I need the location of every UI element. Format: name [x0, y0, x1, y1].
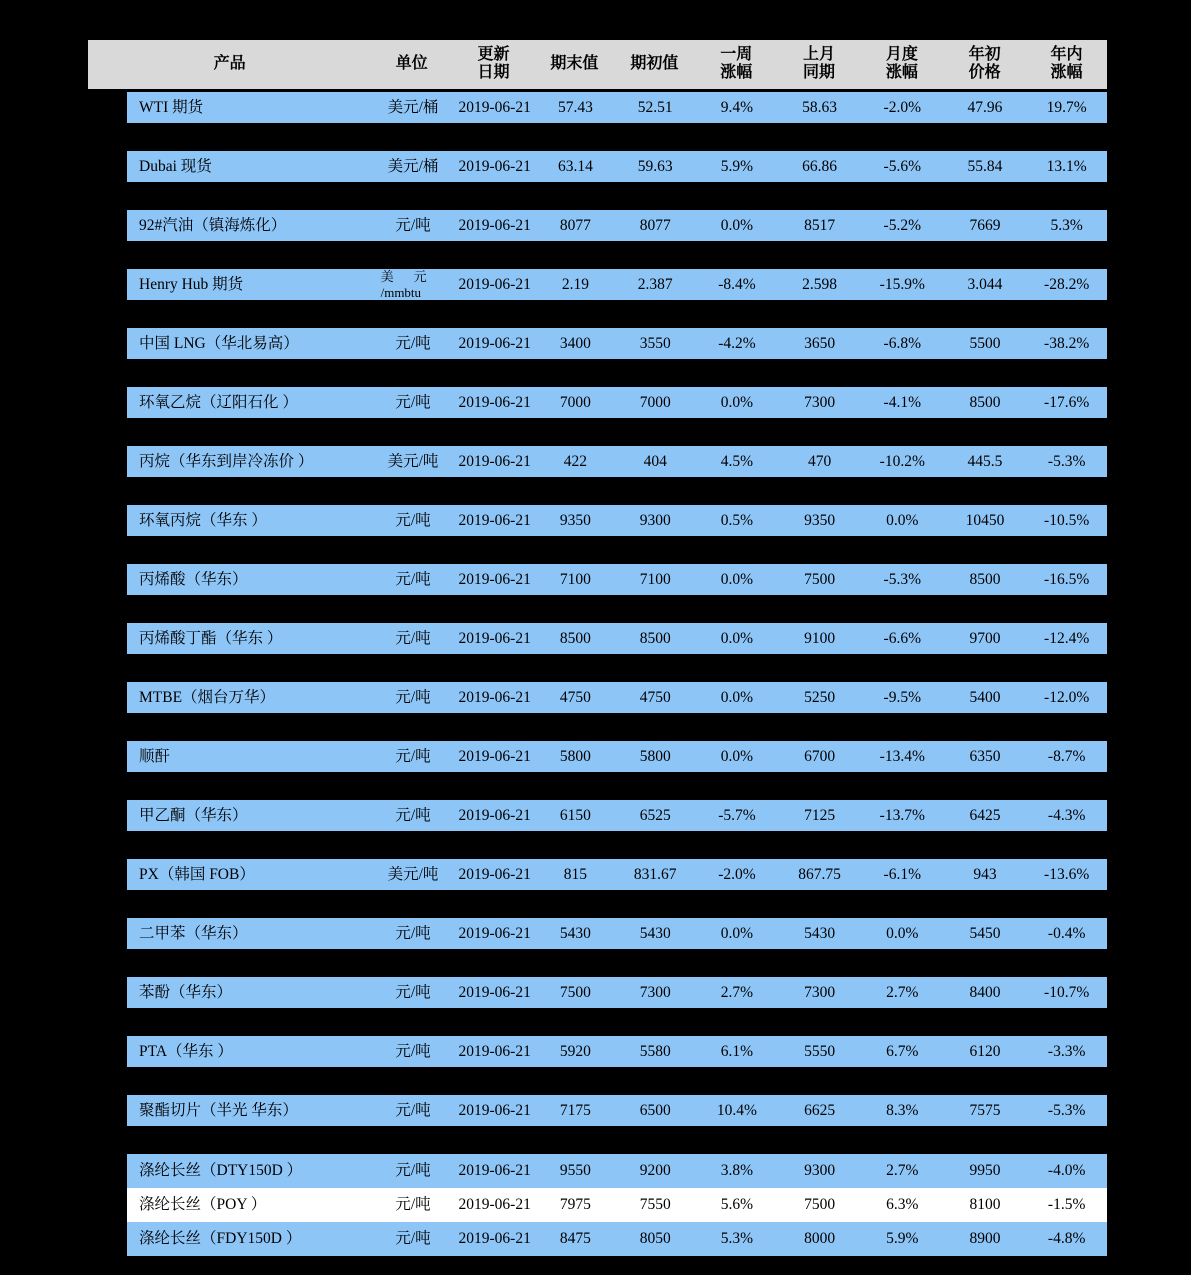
cell-last_month: 7125	[804, 806, 836, 824]
cell-month_change: -5.6%	[883, 157, 921, 175]
cell-ytd_change: -0.4%	[1047, 924, 1086, 942]
cell-ytd_price: 943	[973, 865, 997, 883]
cell-period_begin: 9200	[639, 1162, 671, 1180]
cell-period_begin: 9300	[639, 511, 671, 529]
cell-period_end: 7500	[559, 983, 591, 1001]
cell-month_change: -4.1%	[883, 393, 921, 411]
cell-ytd_price: 8100	[969, 1196, 1001, 1214]
table-row[interactable]	[127, 564, 1107, 595]
table-row[interactable]	[127, 1095, 1107, 1126]
cell-unit: 元/吨	[395, 1042, 431, 1060]
cell-product: 环氧乙烷（辽阳石化 ）	[139, 393, 298, 411]
cell-update_date: 2019-06-21	[458, 747, 531, 765]
cell-update_date: 2019-06-21	[458, 275, 531, 293]
column-header-label: 涨幅	[720, 64, 753, 81]
cell-week_change: 0.0%	[720, 924, 754, 942]
cell-period_end: 6150	[559, 806, 591, 824]
cell-product: WTI 期货	[139, 98, 204, 116]
table-row-slot	[88, 328, 1107, 387]
cell-unit: 元/吨	[395, 1196, 431, 1214]
cell-unit: 美元/桶	[387, 98, 439, 116]
table-row-slot	[88, 151, 1107, 210]
cell-ytd_price: 55.84	[967, 157, 1003, 175]
column-header-label: 价格	[968, 64, 1001, 81]
cell-period_end: 8077	[559, 216, 591, 234]
cell-period_begin: 7000	[639, 393, 671, 411]
cell-week_change: 2.7%	[720, 983, 754, 1001]
table-header-row	[88, 40, 1107, 92]
cell-update_date: 2019-06-21	[458, 1162, 531, 1180]
cell-unit: 元/吨	[395, 334, 431, 352]
table-row-slot	[88, 564, 1107, 623]
cell-period_begin: 7100	[639, 570, 671, 588]
cell-last_month: 2.598	[802, 275, 838, 293]
cell-month_change: -15.9%	[879, 275, 925, 293]
cell-ytd_change: -38.2%	[1044, 334, 1090, 352]
table-row-slot	[88, 859, 1107, 918]
cell-product: 中国 LNG（华北易高）	[139, 334, 299, 352]
cell-ytd_price: 8500	[969, 570, 1001, 588]
column-header-label: 单位	[395, 55, 428, 73]
column-header-label: 涨幅	[1050, 64, 1083, 81]
table-row[interactable]	[127, 387, 1107, 418]
column-header-label: 产品	[213, 55, 246, 73]
column-header-product	[88, 40, 371, 89]
cell-unit	[373, 269, 454, 300]
cell-period_begin: 8500	[639, 629, 671, 647]
column-header-update_date	[452, 40, 535, 89]
cell-period_end: 7975	[559, 1196, 591, 1214]
table-row-slot	[88, 1036, 1107, 1095]
cell-period_begin: 831.67	[633, 865, 677, 883]
cell-ytd_change: 13.1%	[1046, 157, 1087, 175]
cell-month_change: -5.2%	[883, 216, 921, 234]
cell-ytd_change: -10.5%	[1044, 511, 1090, 529]
cell-week_change: 5.6%	[720, 1196, 754, 1214]
cell-ytd_change: -28.2%	[1044, 275, 1090, 293]
cell-period_end: 5430	[559, 924, 591, 942]
cell-product: MTBE（烟台万华）	[139, 688, 276, 706]
cell-week_change: -2.0%	[718, 865, 756, 883]
table-row[interactable]	[127, 1188, 1107, 1222]
table-row-slot	[88, 977, 1107, 1036]
cell-period_begin: 404	[643, 452, 667, 470]
cell-product: 聚酯切片（半光 华东）	[139, 1101, 298, 1119]
cell-month_change: -6.8%	[883, 334, 921, 352]
table-row[interactable]	[127, 1036, 1107, 1067]
cell-month_change: -13.4%	[879, 747, 925, 765]
table-row-slot	[88, 446, 1107, 505]
cell-product: Dubai 现货	[139, 157, 212, 175]
cell-period_end: 7100	[559, 570, 591, 588]
cell-unit: 元/吨	[395, 747, 431, 765]
column-header-period_end	[535, 40, 614, 89]
cell-last_month: 867.75	[798, 865, 841, 883]
cell-update_date: 2019-06-21	[458, 393, 531, 411]
cell-period_end: 5800	[559, 747, 591, 765]
cell-update_date: 2019-06-21	[458, 806, 531, 824]
cell-month_change: 8.3%	[886, 1101, 919, 1119]
table-row-slot	[88, 918, 1107, 977]
column-header-ytd_change	[1026, 40, 1107, 89]
cell-update_date: 2019-06-21	[458, 511, 531, 529]
cell-update_date: 2019-06-21	[458, 1101, 531, 1119]
cell-ytd_price: 445.5	[967, 452, 1003, 470]
cell-unit: 元/吨	[395, 1101, 431, 1119]
cell-product: 顺酐	[139, 747, 171, 765]
cell-period_end: 815	[563, 865, 588, 883]
cell-period_end: 3400	[559, 334, 591, 352]
column-header-label: 月度	[885, 46, 918, 64]
cell-ytd_change: -12.0%	[1044, 688, 1090, 706]
cell-week_change: 0.0%	[720, 747, 754, 765]
cell-week_change: 0.0%	[720, 216, 754, 234]
cell-product: 丙烯酸（华东）	[139, 570, 248, 588]
cell-update_date: 2019-06-21	[458, 98, 531, 116]
table-row[interactable]	[127, 800, 1107, 831]
cell-last_month: 6700	[804, 747, 836, 765]
cell-period_end: 63.14	[557, 157, 593, 175]
cell-update_date: 2019-06-21	[458, 629, 531, 647]
cell-ytd_price: 9950	[969, 1162, 1001, 1180]
cell-ytd_price: 8500	[969, 393, 1001, 411]
cell-ytd_price: 5400	[969, 688, 1001, 706]
cell-ytd_change: -8.7%	[1047, 747, 1086, 765]
cell-month_change: 2.7%	[886, 983, 919, 1001]
cell-ytd_change: -5.3%	[1047, 452, 1086, 470]
cell-unit-multiline	[373, 269, 454, 300]
table-row[interactable]	[127, 977, 1107, 1008]
cell-unit: 元/吨	[395, 1230, 431, 1248]
cell-period_end: 7175	[559, 1101, 591, 1119]
table-row-slot	[88, 92, 1107, 151]
cell-month_change: -2.0%	[883, 98, 921, 116]
table-row[interactable]	[127, 328, 1107, 359]
cell-period_begin: 7550	[639, 1196, 671, 1214]
cell-ytd_price: 8900	[969, 1230, 1001, 1248]
table-row-slot	[88, 387, 1107, 446]
table-row[interactable]	[127, 741, 1107, 772]
cell-unit: 元/吨	[395, 570, 431, 588]
cell-month_change: -13.7%	[879, 806, 925, 824]
cell-product: 丙烷（华东到岸冷冻价 ）	[139, 452, 314, 470]
table-row-slot	[88, 682, 1107, 741]
cell-ytd_price: 10450	[965, 511, 1005, 529]
cell-ytd_change: 19.7%	[1046, 98, 1087, 116]
cell-period_begin: 4750	[639, 688, 671, 706]
cell-period_begin: 6525	[639, 806, 671, 824]
cell-unit: 美元/吨	[387, 452, 439, 470]
cell-product: 涤纶长丝（DTY150D ）	[139, 1162, 303, 1180]
cell-product: PTA（华东 ）	[139, 1042, 233, 1060]
cell-last_month: 470	[807, 452, 832, 470]
cell-last_month: 9300	[804, 1162, 836, 1180]
cell-last_month: 7300	[804, 983, 836, 1001]
table-row[interactable]	[127, 918, 1107, 949]
table-row[interactable]	[127, 269, 1107, 300]
cell-week_change: 5.9%	[720, 157, 754, 175]
cell-last_month: 6625	[804, 1101, 836, 1119]
cell-ytd_price: 6425	[969, 806, 1001, 824]
cell-period_end: 7000	[559, 393, 591, 411]
cell-product: 环氧丙烷（华东 ）	[139, 511, 267, 529]
cell-product: 苯酚（华东）	[139, 983, 233, 1001]
cell-ytd_change: -3.3%	[1047, 1042, 1086, 1060]
column-header-label: 期初值	[630, 55, 679, 73]
column-header-period_begin	[614, 40, 695, 89]
table-row-slot	[88, 269, 1107, 328]
table-row[interactable]	[127, 210, 1107, 241]
cell-last_month: 58.63	[802, 98, 838, 116]
cell-period_begin: 59.63	[637, 157, 673, 175]
price-table	[88, 40, 1107, 1256]
cell-ytd_change: -17.6%	[1044, 393, 1090, 411]
cell-month_change: -6.1%	[883, 865, 921, 883]
table-row-slot	[88, 741, 1107, 800]
cell-month_change: 2.7%	[886, 1162, 919, 1180]
cell-week_change: 10.4%	[716, 1101, 757, 1119]
cell-month_change: 6.3%	[886, 1196, 919, 1214]
table-row[interactable]	[127, 505, 1107, 536]
cell-unit: 美元/桶	[387, 157, 439, 175]
cell-unit: 元/吨	[395, 1162, 431, 1180]
cell-week_change: 0.0%	[720, 393, 754, 411]
column-header-last_month	[778, 40, 861, 89]
cell-week_change: 5.3%	[720, 1230, 754, 1248]
cell-last_month: 7500	[804, 1196, 836, 1214]
cell-product: 甲乙酮（华东）	[139, 806, 248, 824]
cell-update_date: 2019-06-21	[458, 570, 531, 588]
table-row-slot	[88, 623, 1107, 682]
cell-ytd_price: 6120	[969, 1042, 1001, 1060]
column-header-label: 更新	[477, 46, 510, 64]
cell-period_end: 4750	[559, 688, 591, 706]
cell-update_date: 2019-06-21	[458, 865, 531, 883]
cell-ytd_price: 8400	[969, 983, 1001, 1001]
cell-ytd_change: -5.3%	[1047, 1101, 1086, 1119]
cell-period_end: 2.19	[561, 275, 589, 293]
cell-last_month: 5250	[804, 688, 836, 706]
column-header-label: 日期	[477, 64, 510, 81]
table-row-slot	[88, 800, 1107, 859]
cell-period_end: 422	[563, 452, 588, 470]
cell-last_month: 8000	[804, 1230, 836, 1248]
table-row[interactable]	[127, 682, 1107, 713]
table-row-slot	[88, 1154, 1107, 1188]
cell-update_date: 2019-06-21	[458, 983, 531, 1001]
table-row[interactable]	[127, 446, 1107, 477]
table-row-slot	[88, 1188, 1107, 1222]
cell-period_begin: 52.51	[637, 98, 673, 116]
cell-month_change: -5.3%	[883, 570, 921, 588]
cell-week_change: 9.4%	[720, 98, 754, 116]
cell-period_end: 8475	[559, 1230, 591, 1248]
column-header-label: 上月	[803, 46, 836, 64]
cell-ytd_change: -1.5%	[1047, 1196, 1086, 1214]
column-header-label: 年内	[1050, 46, 1083, 64]
table-row[interactable]	[127, 623, 1107, 654]
cell-period_begin: 7300	[639, 983, 671, 1001]
table-row[interactable]	[127, 151, 1107, 182]
table-row[interactable]	[127, 92, 1107, 123]
cell-ytd_change: -10.7%	[1044, 983, 1090, 1001]
cell-period_begin: 5430	[639, 924, 671, 942]
cell-product: 涤纶长丝（POY ）	[139, 1196, 267, 1214]
cell-unit: 元/吨	[395, 629, 431, 647]
cell-month_change: 0.0%	[886, 511, 919, 529]
cell-product: 92#汽油（镇海炼化）	[139, 216, 287, 234]
cell-period_begin: 5800	[639, 747, 671, 765]
cell-ytd_change: -12.4%	[1044, 629, 1090, 647]
cell-last_month: 3650	[804, 334, 836, 352]
cell-month_change: -6.6%	[883, 629, 921, 647]
cell-week_change: 0.0%	[720, 629, 754, 647]
cell-ytd_price: 5450	[969, 924, 1001, 942]
cell-update_date: 2019-06-21	[458, 924, 531, 942]
cell-week_change: 6.1%	[720, 1042, 754, 1060]
cell-product: PX（韩国 FOB）	[139, 865, 255, 883]
cell-unit: 元/吨	[395, 216, 431, 234]
cell-period_end: 9550	[559, 1162, 591, 1180]
cell-unit: 元/吨	[395, 806, 431, 824]
cell-week_change: 0.5%	[720, 511, 754, 529]
cell-last_month: 9100	[804, 629, 836, 647]
cell-unit-line2: /mmbtu	[380, 284, 422, 300]
cell-week_change: 4.5%	[720, 452, 754, 470]
cell-ytd_price: 5500	[969, 334, 1001, 352]
cell-month_change: 6.7%	[886, 1042, 919, 1060]
cell-period_end: 5920	[559, 1042, 591, 1060]
cell-week_change: 0.0%	[720, 688, 754, 706]
cell-update_date: 2019-06-21	[458, 216, 531, 234]
column-header-label: 涨幅	[885, 64, 918, 81]
cell-unit: 元/吨	[395, 393, 431, 411]
cell-period_begin: 5580	[639, 1042, 671, 1060]
column-header-month_change	[860, 40, 943, 89]
cell-last_month: 8517	[804, 216, 836, 234]
cell-ytd_price: 7575	[969, 1101, 1001, 1119]
cell-update_date: 2019-06-21	[458, 157, 531, 175]
cell-week_change: -4.2%	[718, 334, 756, 352]
cell-update_date: 2019-06-21	[458, 1042, 531, 1060]
cell-update_date: 2019-06-21	[458, 1230, 531, 1248]
cell-ytd_change: -4.3%	[1047, 806, 1086, 824]
cell-last_month: 66.86	[802, 157, 838, 175]
table-body	[88, 92, 1107, 1256]
cell-last_month: 7300	[804, 393, 836, 411]
cell-period_begin: 2.387	[637, 275, 673, 293]
cell-product: Henry Hub 期货	[139, 275, 244, 293]
column-header-ytd_price	[943, 40, 1026, 89]
table-row[interactable]	[127, 1154, 1107, 1188]
column-header-label: 年初	[968, 46, 1001, 64]
table-row[interactable]	[127, 1222, 1107, 1256]
cell-ytd_change: -13.6%	[1044, 865, 1090, 883]
cell-period_end: 57.43	[557, 98, 593, 116]
column-header-label: 期末值	[550, 55, 599, 73]
table-row-slot	[88, 210, 1107, 269]
cell-update_date: 2019-06-21	[458, 688, 531, 706]
cell-month_change: 5.9%	[886, 1230, 919, 1248]
cell-unit: 美元/吨	[387, 865, 439, 883]
column-header-label: 一周	[720, 46, 753, 64]
cell-ytd_price: 47.96	[967, 98, 1003, 116]
cell-last_month: 5550	[804, 1042, 836, 1060]
cell-unit: 元/吨	[395, 688, 431, 706]
cell-week_change: -8.4%	[718, 275, 756, 293]
cell-month_change: -9.5%	[883, 688, 921, 706]
cell-ytd_price: 6350	[969, 747, 1001, 765]
cell-product: 二甲苯（华东）	[139, 924, 248, 942]
cell-last_month: 7500	[804, 570, 836, 588]
column-header-week_change	[695, 40, 778, 89]
cell-last_month: 5430	[804, 924, 836, 942]
cell-ytd_change: 5.3%	[1050, 216, 1083, 234]
cell-period_end: 9350	[559, 511, 591, 529]
cell-period_begin: 8050	[639, 1230, 671, 1248]
cell-ytd_change: -4.8%	[1047, 1230, 1086, 1248]
cell-week_change: -5.7%	[718, 806, 756, 824]
column-header-unit	[371, 40, 452, 89]
cell-product: 涤纶长丝（FDY150D ）	[139, 1230, 302, 1248]
cell-product: 丙烯酸丁酯（华东 ）	[139, 629, 283, 647]
cell-ytd_change: -16.5%	[1044, 570, 1090, 588]
cell-last_month: 9350	[804, 511, 836, 529]
cell-month_change: 0.0%	[886, 924, 919, 942]
cell-update_date: 2019-06-21	[458, 334, 531, 352]
cell-ytd_price: 9700	[969, 629, 1001, 647]
table-row-slot	[88, 1095, 1107, 1154]
cell-unit-line1: 美 元	[380, 269, 427, 285]
cell-month_change: -10.2%	[879, 452, 925, 470]
cell-unit: 元/吨	[395, 924, 431, 942]
column-header-label: 同期	[803, 64, 836, 81]
cell-unit: 元/吨	[395, 983, 431, 1001]
table-row-slot	[88, 505, 1107, 564]
cell-update_date: 2019-06-21	[458, 1196, 531, 1214]
cell-unit: 元/吨	[395, 511, 431, 529]
cell-period_end: 8500	[559, 629, 591, 647]
table-row-slot	[88, 1222, 1107, 1256]
cell-period_begin: 3550	[639, 334, 671, 352]
cell-ytd_price: 7669	[969, 216, 1001, 234]
cell-update_date: 2019-06-21	[458, 452, 531, 470]
cell-ytd_change: -4.0%	[1047, 1162, 1086, 1180]
cell-week_change: 0.0%	[720, 570, 754, 588]
cell-period_begin: 6500	[639, 1101, 671, 1119]
table-row[interactable]	[127, 859, 1107, 890]
cell-week_change: 3.8%	[720, 1162, 754, 1180]
cell-ytd_price: 3.044	[967, 275, 1003, 293]
cell-period_begin: 8077	[639, 216, 671, 234]
